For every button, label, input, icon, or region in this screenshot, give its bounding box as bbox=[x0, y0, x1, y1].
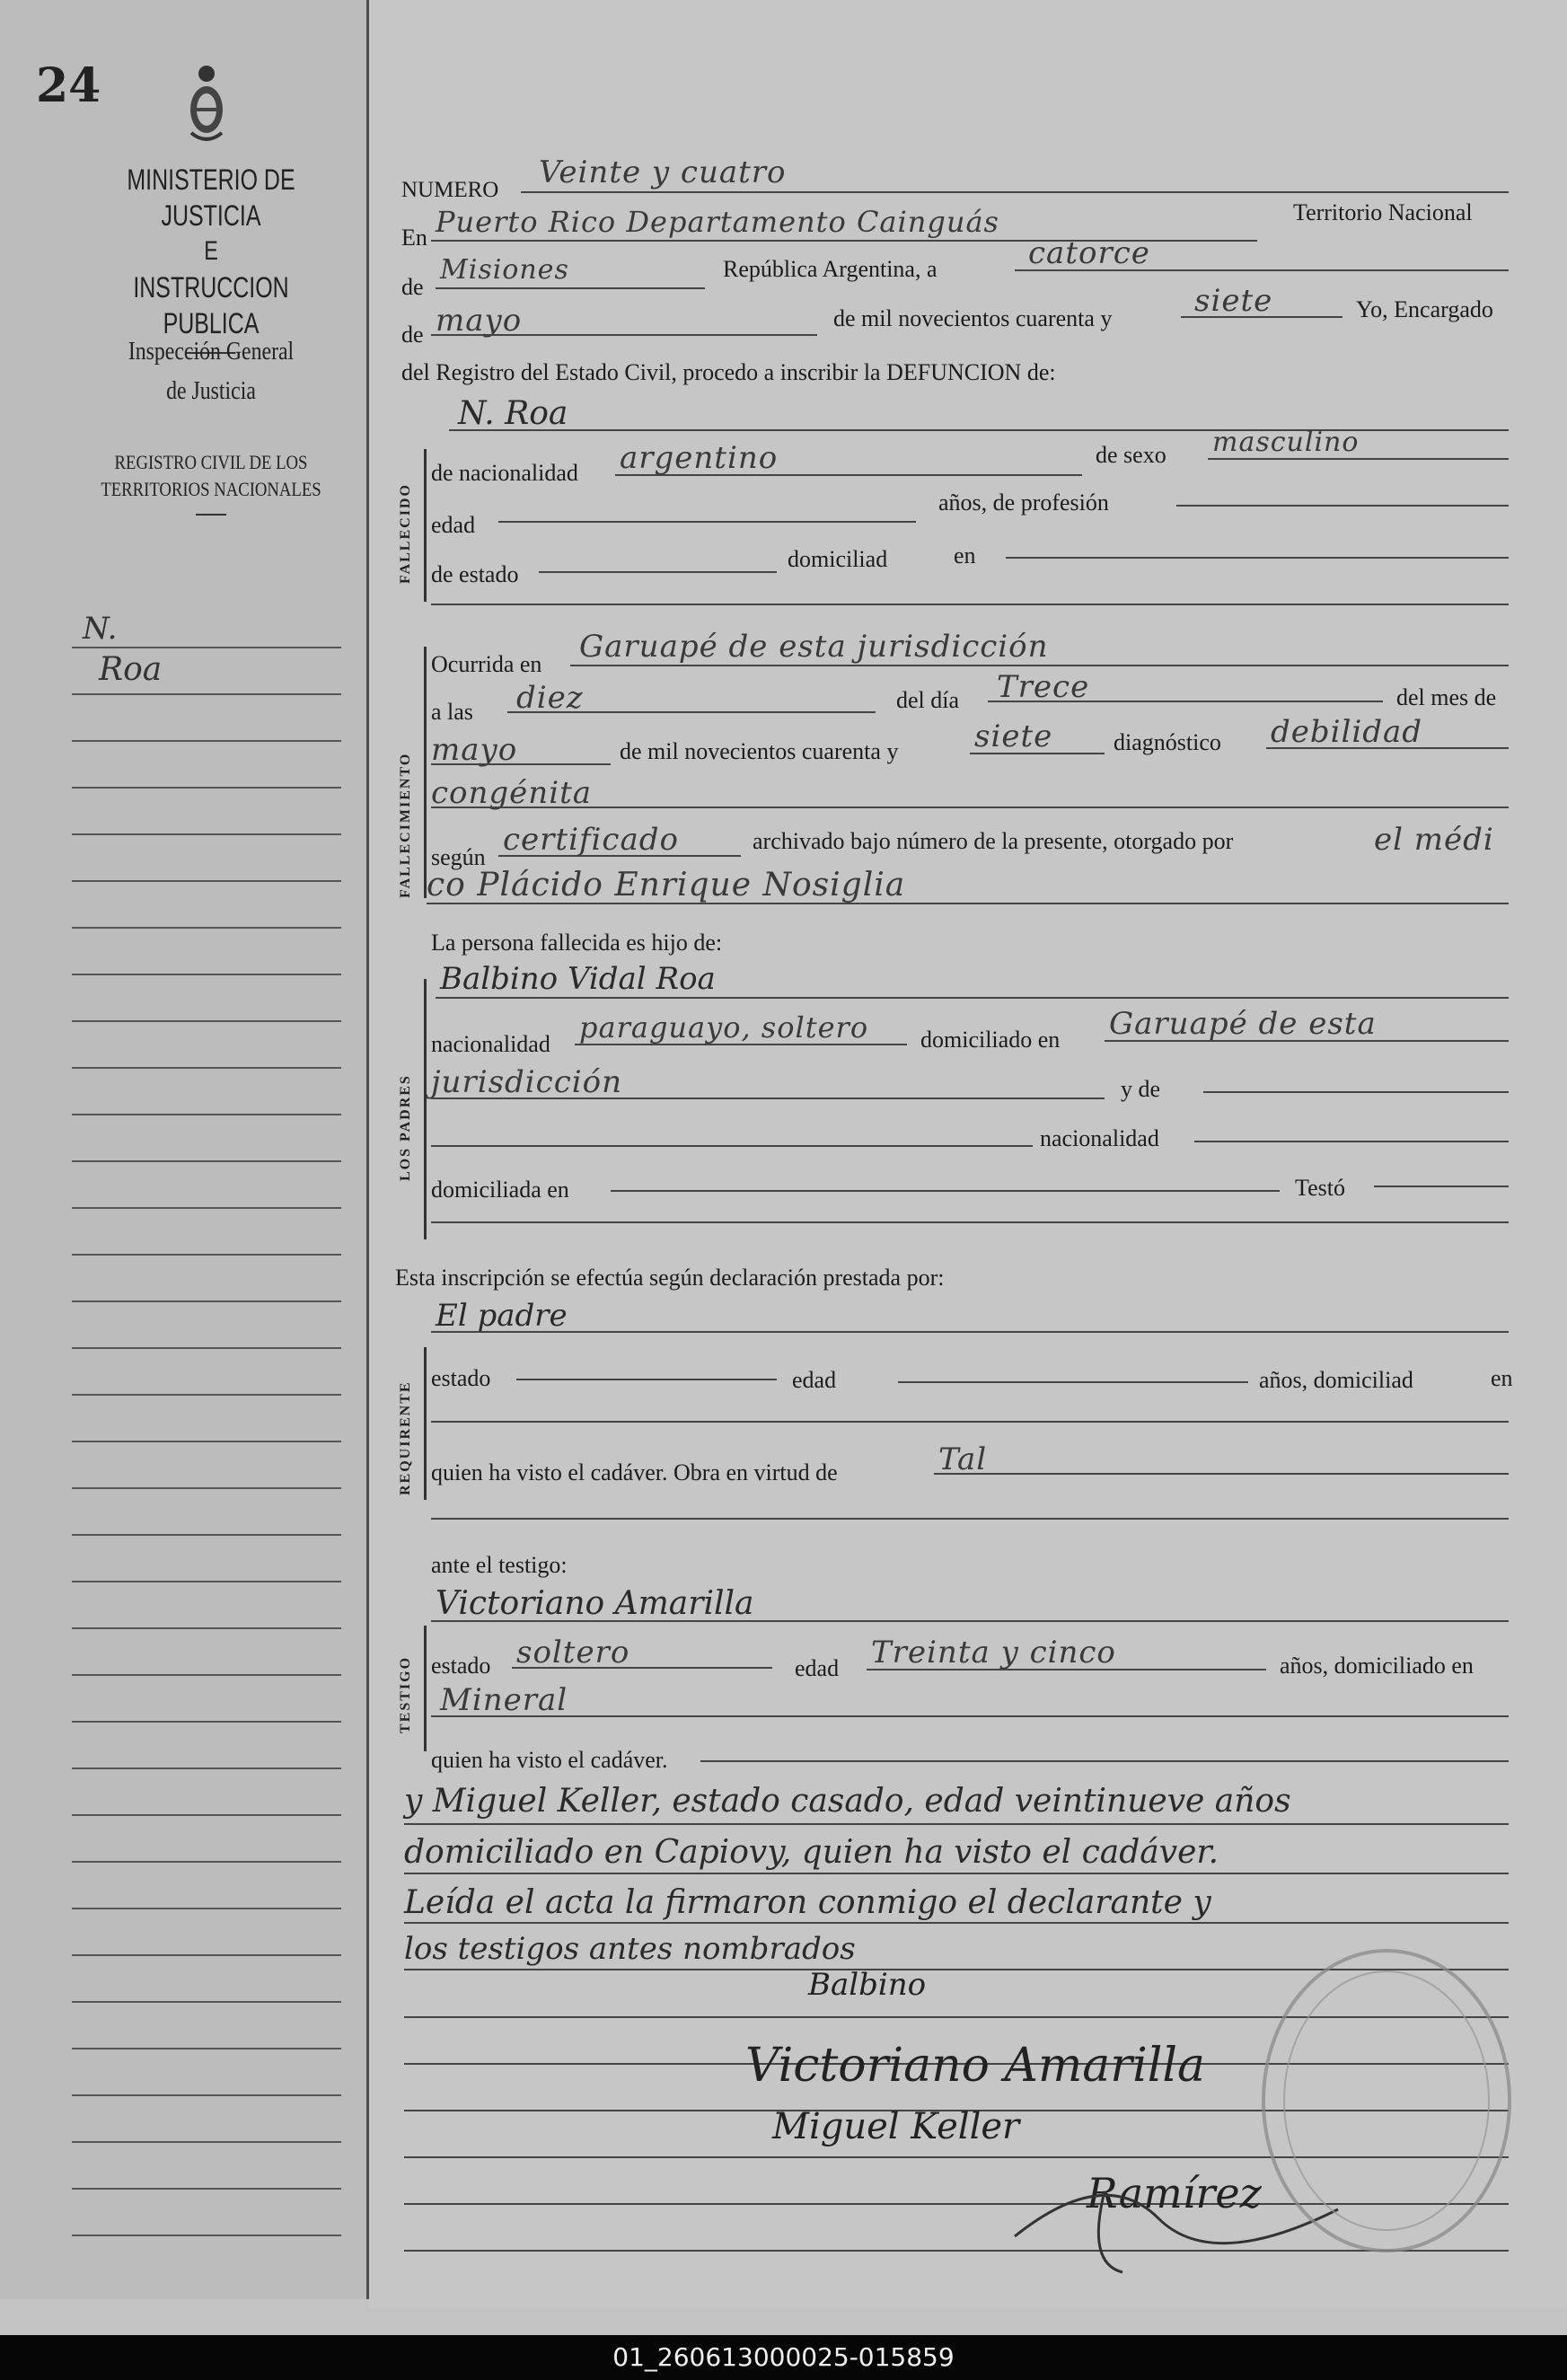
anio-value-2: siete bbox=[974, 718, 1053, 754]
registry-line-2: TERRITORIOS NACIONALES bbox=[101, 478, 321, 500]
nacionalidad-line bbox=[615, 474, 1082, 476]
ministry-line-1: MINISTERIO DE JUSTICIA bbox=[127, 163, 295, 232]
estado-label: de estado bbox=[431, 561, 519, 587]
sexo-value: masculino bbox=[1212, 427, 1360, 458]
territorio-label: Territorio Nacional bbox=[1293, 199, 1473, 225]
sexo-label: de sexo bbox=[1096, 442, 1166, 468]
margin-rule bbox=[72, 2188, 341, 2190]
testigo-domicilio-value: Mineral bbox=[440, 1682, 568, 1718]
margin-rule bbox=[72, 787, 341, 789]
requirente-en-label: en bbox=[1491, 1365, 1513, 1391]
sexo-line bbox=[1208, 458, 1509, 460]
requirente-estado-label: estado bbox=[431, 1365, 491, 1391]
segun-value: certificado bbox=[503, 822, 679, 858]
margin-rule bbox=[72, 2235, 341, 2236]
otorgado-line bbox=[427, 903, 1509, 904]
madre-nacionalidad-line bbox=[1194, 1141, 1509, 1142]
profesion-label: años, de profesión bbox=[938, 489, 1109, 516]
padre-line bbox=[436, 997, 1509, 999]
coat-of-arms-icon bbox=[184, 63, 229, 148]
hora-value: diez bbox=[516, 680, 584, 716]
inspection-line-2: de Justicia bbox=[166, 377, 256, 405]
yo-label: Yo, Encargado bbox=[1356, 296, 1493, 322]
signature-3: Miguel Keller bbox=[772, 2106, 1020, 2147]
testigo-edad-line bbox=[867, 1669, 1266, 1670]
margin-rule bbox=[72, 1954, 341, 1956]
margin-rule bbox=[72, 1674, 341, 1676]
testigo-intro: ante el testigo: bbox=[431, 1552, 568, 1578]
requirente-name: El padre bbox=[436, 1298, 568, 1334]
de2-label: de bbox=[401, 322, 424, 348]
diagnostico-value-2: congénita bbox=[431, 775, 592, 811]
margin-rule bbox=[72, 833, 341, 835]
anio-label: de mil novecientos cuarenta y bbox=[833, 305, 1113, 331]
margin-rule bbox=[72, 1721, 341, 1723]
nacionalidad-value: argentino bbox=[620, 440, 779, 476]
requirente-side-label: REQUIRENTE bbox=[398, 1380, 413, 1495]
dia-line bbox=[1015, 269, 1509, 271]
requirente-name-line bbox=[431, 1331, 1509, 1333]
margin-rule bbox=[72, 1861, 341, 1863]
provincia-line bbox=[436, 287, 705, 289]
official-seal-icon bbox=[1262, 1949, 1511, 2252]
margin-rule bbox=[72, 1814, 341, 1816]
deldia-label: del día bbox=[896, 687, 960, 713]
margin-rule bbox=[72, 2141, 341, 2143]
padre-domicilio-value: Garuapé de esta bbox=[1109, 1006, 1377, 1042]
requirente-edad-line bbox=[898, 1381, 1248, 1383]
margin-rule bbox=[72, 1534, 341, 1536]
archivado-label: archivado bajo número de la presente, otorgado por bbox=[753, 828, 1234, 854]
margin-rule bbox=[72, 974, 341, 975]
testigo-name: Victoriano Amarilla bbox=[436, 1585, 754, 1622]
segun-label: según bbox=[431, 844, 486, 870]
margin-rule bbox=[72, 1441, 341, 1442]
fallecimiento-brace bbox=[424, 647, 427, 898]
anio-label-2: de mil novecientos cuarenta y bbox=[620, 738, 899, 764]
margin-rule bbox=[72, 927, 341, 929]
margin-rule bbox=[72, 1114, 341, 1115]
margin-rule bbox=[72, 880, 341, 882]
testigo-cadaver-label: quien ha visto el cadáver. bbox=[431, 1747, 668, 1773]
hijo-label: La persona fallecida es hijo de: bbox=[431, 930, 723, 956]
otorgado-value: el médi bbox=[1374, 822, 1494, 858]
margin-rule bbox=[72, 1581, 341, 1582]
margin-rule bbox=[72, 2001, 341, 2003]
scan-id-footer: 01_260613000025-015859 bbox=[0, 2335, 1567, 2380]
provincia-value: Misiones bbox=[440, 254, 569, 286]
signature-4: Ramírez bbox=[1087, 2169, 1262, 2217]
testigo-name-line bbox=[431, 1620, 1509, 1622]
nacionalidad-label: de nacionalidad bbox=[431, 460, 578, 486]
margin-rule bbox=[72, 740, 341, 742]
registro-label: del Registro del Estado Civil, procedo a inscribir la DEFUNCION de: bbox=[401, 359, 1056, 385]
mes-line-2 bbox=[431, 763, 611, 765]
signature-2: Victoriano Amarilla bbox=[745, 2039, 1206, 2093]
requirente-domicilio-line bbox=[431, 1421, 1509, 1423]
note-line-4: los testigos antes nombrados bbox=[404, 1931, 856, 1967]
fallecido-end-line bbox=[431, 604, 1509, 605]
margin-rule bbox=[72, 1020, 341, 1022]
mes-value: mayo bbox=[436, 303, 523, 339]
requirente-cadaver-line bbox=[934, 1473, 1509, 1475]
dia-value: catorce bbox=[1028, 235, 1150, 271]
anio-value: siete bbox=[1194, 283, 1273, 319]
anio-line bbox=[1181, 316, 1343, 318]
testo-line bbox=[1374, 1186, 1509, 1187]
segun-line bbox=[498, 855, 741, 857]
profesion-line bbox=[1176, 505, 1509, 507]
testigo-edad-value: Treinta y cinco bbox=[871, 1635, 1116, 1670]
testigo-side-label: TESTIGO bbox=[398, 1655, 413, 1733]
padre-nacionalidad-value: paraguayo, soltero bbox=[579, 1010, 869, 1045]
domiciliada-label: domiciliada en bbox=[431, 1177, 569, 1203]
padres-end-line bbox=[431, 1221, 1509, 1223]
numero-line bbox=[521, 191, 1509, 193]
fallecido-name: N. Roa bbox=[458, 395, 568, 432]
padres-side-label: LOS PADRES bbox=[398, 1074, 413, 1181]
numero-value: Veinte y cuatro bbox=[539, 154, 787, 190]
anio-line-2 bbox=[970, 753, 1105, 754]
edad-label: edad bbox=[431, 512, 476, 538]
testigo-estado-label: estado bbox=[431, 1653, 491, 1679]
registry-line-1: REGISTRO CIVIL DE LOS bbox=[114, 451, 308, 473]
requirente-end-line bbox=[431, 1518, 1509, 1520]
fallecido-side-label: FALLECIDO bbox=[398, 483, 413, 584]
madre-nacionalidad-label: nacionalidad bbox=[1040, 1125, 1159, 1151]
requirente-brace bbox=[424, 1347, 427, 1500]
domicilio-label: domiciliad bbox=[788, 546, 888, 572]
lugar-line bbox=[570, 665, 1509, 666]
padre-domicilio-value-2: jurisdicción bbox=[431, 1064, 622, 1100]
de-label: de bbox=[401, 274, 424, 300]
diagnostico-line-2 bbox=[431, 807, 1509, 808]
mes-line bbox=[431, 334, 817, 336]
inspection-heading bbox=[101, 332, 322, 411]
numero-label: NUMERO bbox=[401, 178, 499, 202]
note-line-1: y Miguel Keller, estado casado, edad veintinueve años bbox=[404, 1783, 1291, 1820]
delmes-label: del mes de bbox=[1396, 684, 1497, 710]
margin-rule bbox=[72, 1347, 341, 1349]
requirente-anios-label: años, domiciliad bbox=[1259, 1367, 1413, 1393]
domiciliada-line bbox=[611, 1190, 1280, 1192]
note-line-3: Leída el acta la firmaron conmigo el declarante y bbox=[404, 1884, 1211, 1921]
yde-label: y de bbox=[1121, 1076, 1161, 1102]
padre-nacionalidad-label: nacionalidad bbox=[431, 1031, 550, 1057]
inspection-line-1: Inspección General bbox=[128, 338, 295, 366]
dia-value: Trece bbox=[997, 669, 1090, 705]
padre-domicilio-line bbox=[1105, 1040, 1509, 1042]
diagnostico-line bbox=[1266, 747, 1509, 749]
padres-brace bbox=[424, 979, 427, 1239]
fallecido-brace bbox=[424, 449, 427, 602]
testigo-estado-value: soltero bbox=[516, 1635, 630, 1670]
testigo-domicilio-line bbox=[431, 1715, 1509, 1717]
domiciliado-label: domiciliado en bbox=[920, 1027, 1061, 1053]
dia-line bbox=[988, 701, 1383, 702]
margin-rule bbox=[72, 693, 341, 695]
margin-rule bbox=[72, 1394, 341, 1396]
testigo-brace bbox=[424, 1626, 427, 1751]
testo-label: Testó bbox=[1295, 1175, 1345, 1201]
domicilio-en-label: en bbox=[954, 542, 976, 569]
margin-initial: N. bbox=[83, 611, 118, 647]
registry-heading bbox=[101, 449, 322, 526]
estado-line bbox=[539, 571, 777, 573]
madre-name-line bbox=[431, 1145, 1033, 1147]
requirente-edad-label: edad bbox=[792, 1367, 837, 1393]
margin-rule bbox=[72, 1300, 341, 1302]
margin-rule bbox=[72, 647, 341, 648]
alas-label: a las bbox=[431, 699, 473, 725]
margin-rule bbox=[72, 2048, 341, 2049]
margin-rule bbox=[72, 1767, 341, 1769]
margin-rule bbox=[72, 2094, 341, 2096]
margin-rule bbox=[72, 1254, 341, 1256]
margin-rule bbox=[72, 1627, 341, 1629]
testigo-estado-line bbox=[512, 1667, 772, 1669]
requirente-cadaver-label: quien ha visto el cadáver. Obra en virtud de bbox=[431, 1459, 838, 1485]
testigo-edad-label: edad bbox=[795, 1655, 840, 1681]
note-rule-1 bbox=[404, 1823, 1509, 1825]
margin-rule bbox=[72, 1160, 341, 1162]
madre-line bbox=[1203, 1091, 1509, 1093]
margin-rule bbox=[72, 1067, 341, 1069]
padre-domicilio-line-2 bbox=[431, 1097, 1105, 1099]
note-line-2: domiciliado en Capiovy, quien ha visto el cadáver. bbox=[404, 1834, 1219, 1871]
en-label: En bbox=[401, 225, 427, 251]
note-rule-2 bbox=[404, 1873, 1509, 1874]
testigo-cadaver-line bbox=[700, 1760, 1509, 1762]
lugar-value: Garuapé de esta jurisdicción bbox=[579, 629, 1049, 665]
note-rule-3 bbox=[404, 1922, 1509, 1924]
otorgado-value-2: co Plácido Enrique Nosiglia bbox=[427, 867, 906, 904]
margin-rule bbox=[72, 1908, 341, 1909]
requirente-estado-line bbox=[516, 1379, 777, 1380]
ministry-line-3: INSTRUCCION PUBLICA bbox=[133, 271, 289, 339]
ocurrida-label: Ocurrida en bbox=[431, 651, 542, 677]
left-margin-column bbox=[0, 0, 369, 2299]
mes-value-2: mayo bbox=[431, 732, 518, 768]
requirente-cadaver-value: Tal bbox=[938, 1441, 988, 1477]
margin-rule bbox=[72, 1207, 341, 1209]
seal-inner-ring bbox=[1283, 1970, 1490, 2231]
margin-rule bbox=[72, 1487, 341, 1489]
diagnostico-value: debilidad bbox=[1271, 714, 1423, 750]
domicilio-line bbox=[1006, 557, 1509, 559]
testigo-anios-label: años, domiciliado en bbox=[1280, 1653, 1474, 1679]
registry-divider bbox=[196, 514, 226, 516]
signature-1: Balbino bbox=[808, 1967, 927, 2003]
edad-line bbox=[498, 521, 916, 523]
requirente-intro: Esta inscripción se efectúa según declaración prestada por: bbox=[395, 1265, 945, 1291]
ministry-line-2: E bbox=[204, 236, 218, 266]
hora-line bbox=[507, 711, 876, 713]
page-number: 24 bbox=[36, 58, 101, 113]
diagnostico-label: diagnóstico bbox=[1114, 729, 1221, 755]
republica-label: República Argentina, a bbox=[723, 256, 938, 282]
padre-nacionalidad-line bbox=[575, 1044, 907, 1045]
en-value: Puerto Rico Departamento Cainguás bbox=[436, 205, 999, 239]
padre-value: Balbino Vidal Roa bbox=[440, 961, 716, 997]
margin-surname: Roa bbox=[99, 651, 163, 688]
fallecimiento-side-label: FALLECIMIENTO bbox=[398, 752, 413, 898]
